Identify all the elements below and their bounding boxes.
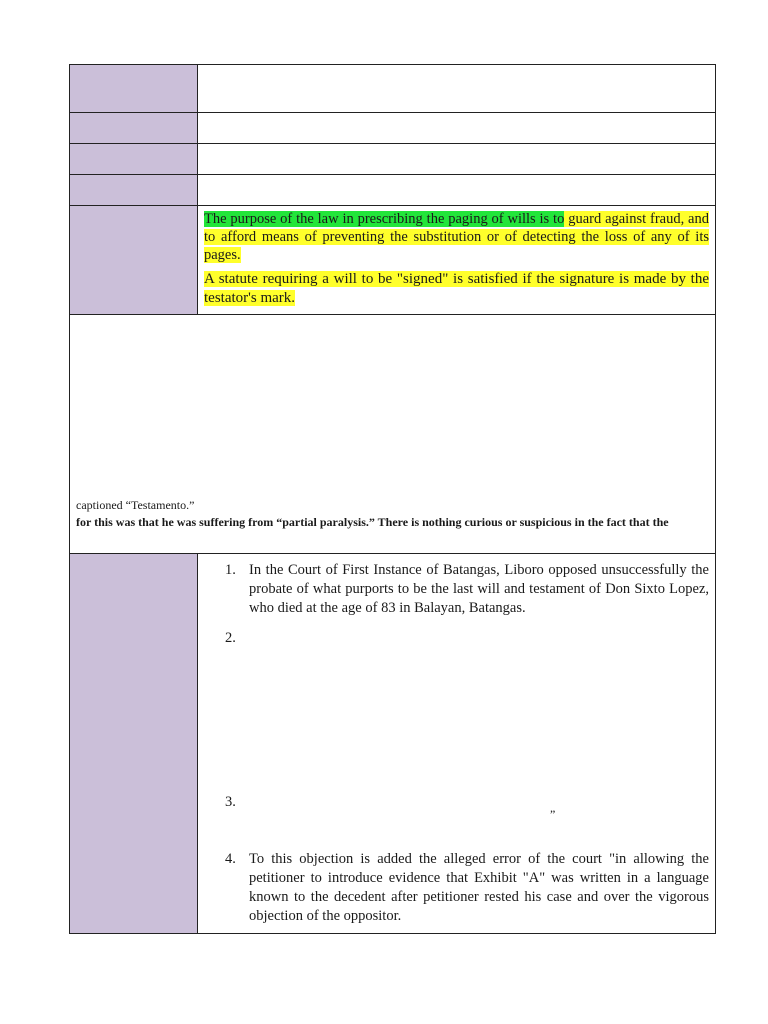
list-item	[198, 629, 709, 793]
row-content-cell	[198, 65, 716, 113]
facts-row	[70, 315, 716, 554]
case-digest-table	[69, 64, 716, 934]
row-label-cell	[70, 175, 198, 206]
table-row	[70, 113, 716, 144]
list-item-text: To this objection is added the alleged error of the court "in allowing the petitioner to introduce evidence that Exhibit "A" was written in a language known to the decedent after petitioner rested his case and over the vigorous objection of the oppositor.	[249, 851, 709, 924]
closing-quote-mark: ”	[550, 807, 556, 821]
table-row	[70, 65, 716, 113]
doctrine-row	[70, 206, 716, 315]
facts-text-line-bold: for this was that he was suffering from “partial paralysis.” There is nothing curious or suspicious in the fact that the	[76, 515, 669, 529]
yellow-highlight-text: A statute requiring a will to be "signed" is satisfied if the signature is made by the testator's mark.	[204, 271, 709, 306]
row-content-cell	[198, 144, 716, 175]
row-content-cell	[198, 175, 716, 206]
list-number: 3.	[225, 794, 236, 810]
list-number: 2.	[225, 630, 236, 646]
list-item	[198, 561, 709, 629]
list-item	[198, 850, 709, 926]
row-label-cell	[70, 113, 198, 144]
list-item	[198, 793, 709, 850]
list-number: 4.	[225, 851, 236, 867]
table-row	[70, 175, 716, 206]
list-number: 1.	[225, 562, 236, 578]
issues-label-cell	[70, 554, 198, 934]
doctrine-cell	[198, 206, 716, 315]
numbered-list	[198, 554, 715, 926]
issues-cell	[198, 554, 716, 934]
issues-row	[70, 554, 716, 934]
facts-text-line: captioned “Testamento.”	[76, 498, 195, 512]
row-label-cell	[70, 65, 198, 113]
row-content-cell	[198, 113, 716, 144]
facts-cell	[70, 315, 716, 554]
doctrine-text	[198, 206, 715, 308]
table-row	[70, 144, 716, 175]
doctrine-paragraph	[204, 270, 709, 308]
row-label-cell	[70, 144, 198, 175]
green-highlight-text: The purpose of the law in prescribing the paging of wills is to	[204, 211, 565, 227]
yellow-highlight-text: guard against fraud, and to afford means of preventing the substitution or of detecting the loss of any of its pages.	[204, 211, 709, 263]
list-item-text: In the Court of First Instance of Batangas, Liboro opposed unsuccessfully the probate of what purports to be the last will and testament of Don Sixto Lopez, who died at the age of 83 in Balayan, Batangas.	[249, 562, 709, 616]
doctrine-paragraph	[204, 210, 709, 264]
doctrine-label-cell	[70, 206, 198, 315]
